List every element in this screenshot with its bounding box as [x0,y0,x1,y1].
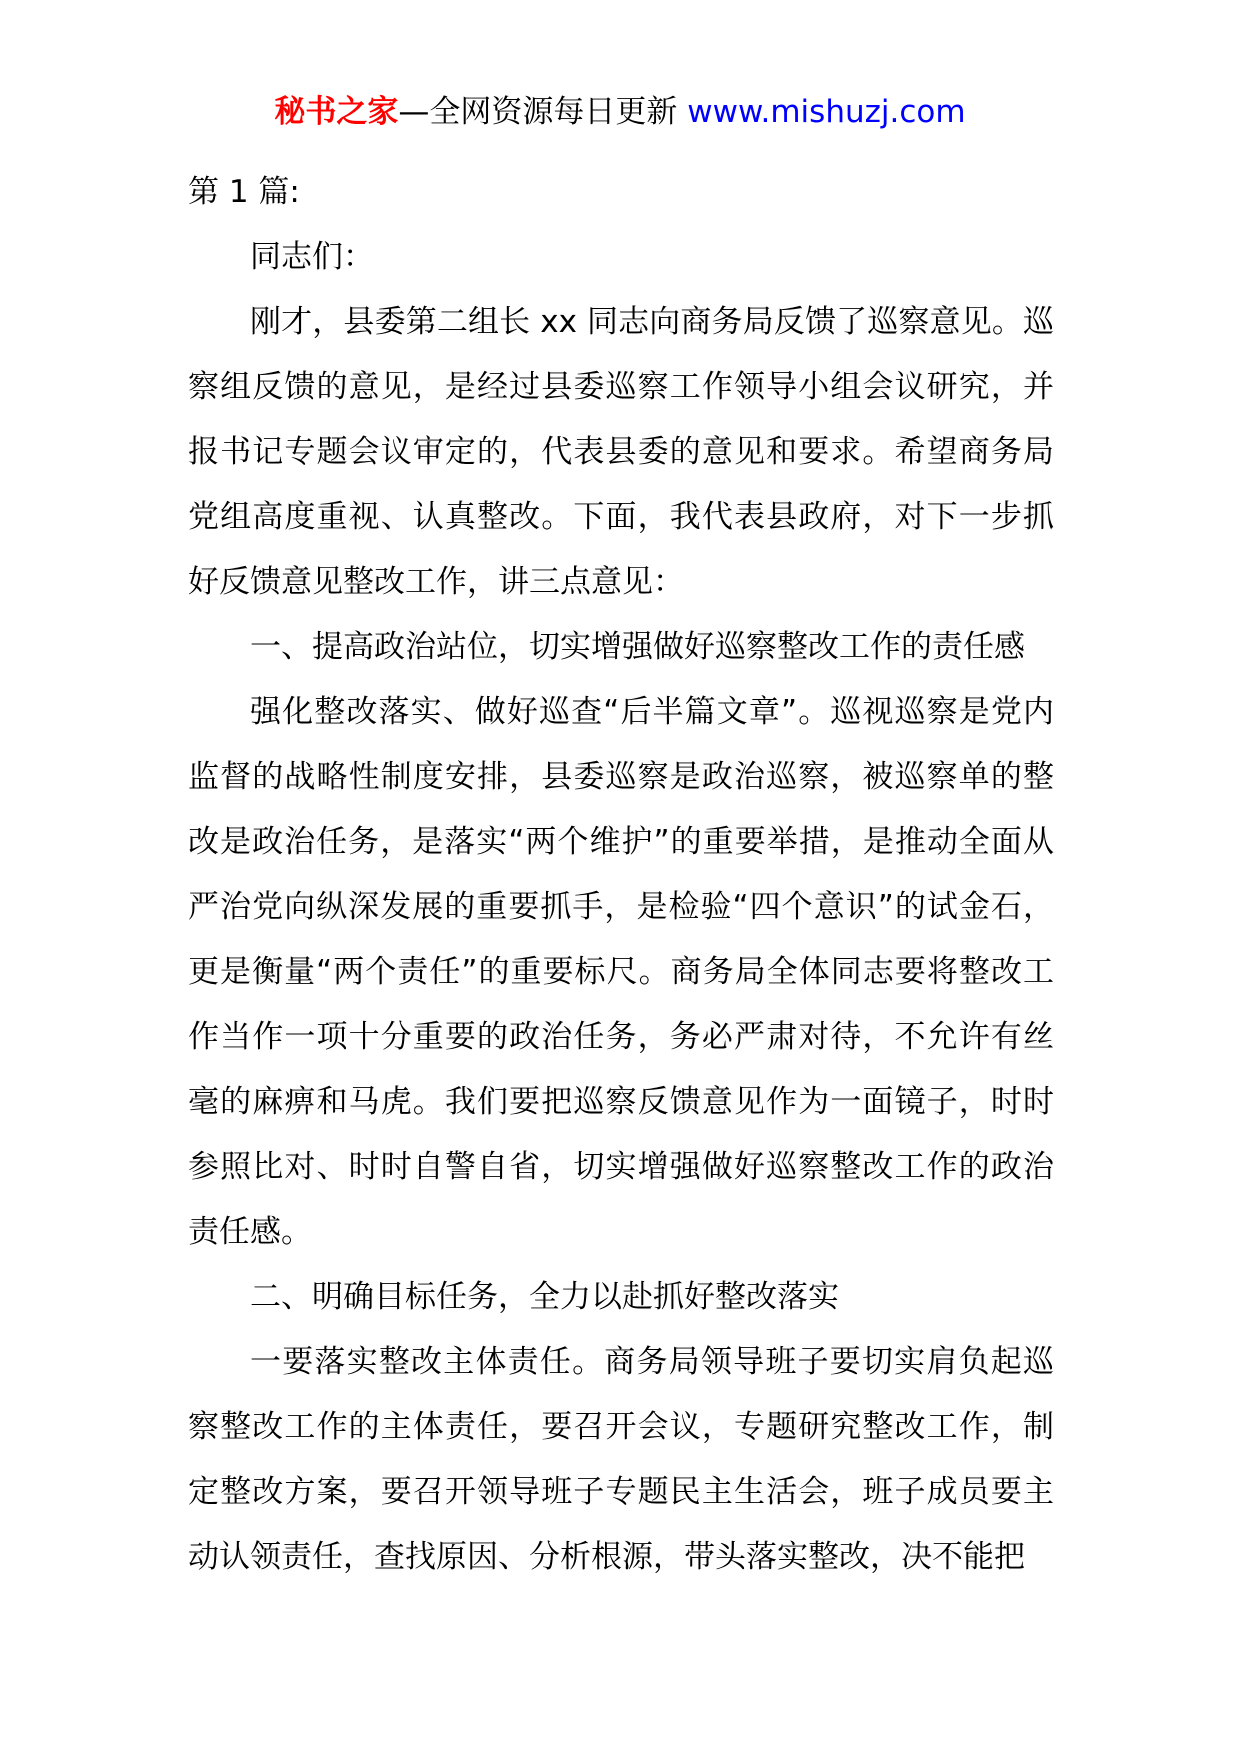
document-body [188,160,1054,1590]
section-heading-2: 二、明确目标任务，全力以赴抓好整改落实 [250,1279,839,1315]
salutation: 同志们： [250,239,374,275]
page-header [0,90,1240,134]
header-tagline: —全网资源每日更新 [398,94,678,130]
site-url-link[interactable]: www.mishuzj.com [687,94,966,130]
chapter-title: 第 1 篇: [188,174,300,210]
brand-name: 秘书之家 [274,94,399,130]
paragraph-intro: 刚才，县委第二组长 xx 同志向商务局反馈了巡察意见。巡察组反馈的意见，是经过县委巡察工作领导小组会议研究，并报书记专题会议审定的，代表县委的意见和要求。希望商务局党组高度重视、认真整改。下面，我代表县政府，对下一步抓好反馈意见整改工作，讲三点意见： [188,304,1054,600]
paragraph-section-1: 强化整改落实、做好巡查“后半篇文章”。巡视巡察是党内监督的战略性制度安排，县委巡察是政治巡察，被巡察单的整改是政治任务，是落实“两个维护”的重要举措，是推动全面从严治党向纵深发展的重要抓手，是检验“四个意识”的试金石，更是衡量“两个责任”的重要标尺。商务局全体同志要将整改工作当作一项十分重要的政治任务，务必严肃对待，不允许有丝毫的麻痹和马虎。我们要把巡察反馈意见作为一面镜子，时时参照比对、时时自警自省，切实增强做好巡察整改工作的政治责任感。 [188,694,1054,1250]
paragraph-section-2: 一要落实整改主体责任。商务局领导班子要切实肩负起巡察整改工作的主体责任，要召开会议，专题研究整改工作，制定整改方案，要召开领导班子专题民主生活会，班子成员要主动认领责任，查找原因、分析根源，带头落实整改，决不能把 [188,1344,1054,1575]
section-heading-1: 一、提高政治站位，切实增强做好巡察整改工作的责任感 [250,629,1025,665]
